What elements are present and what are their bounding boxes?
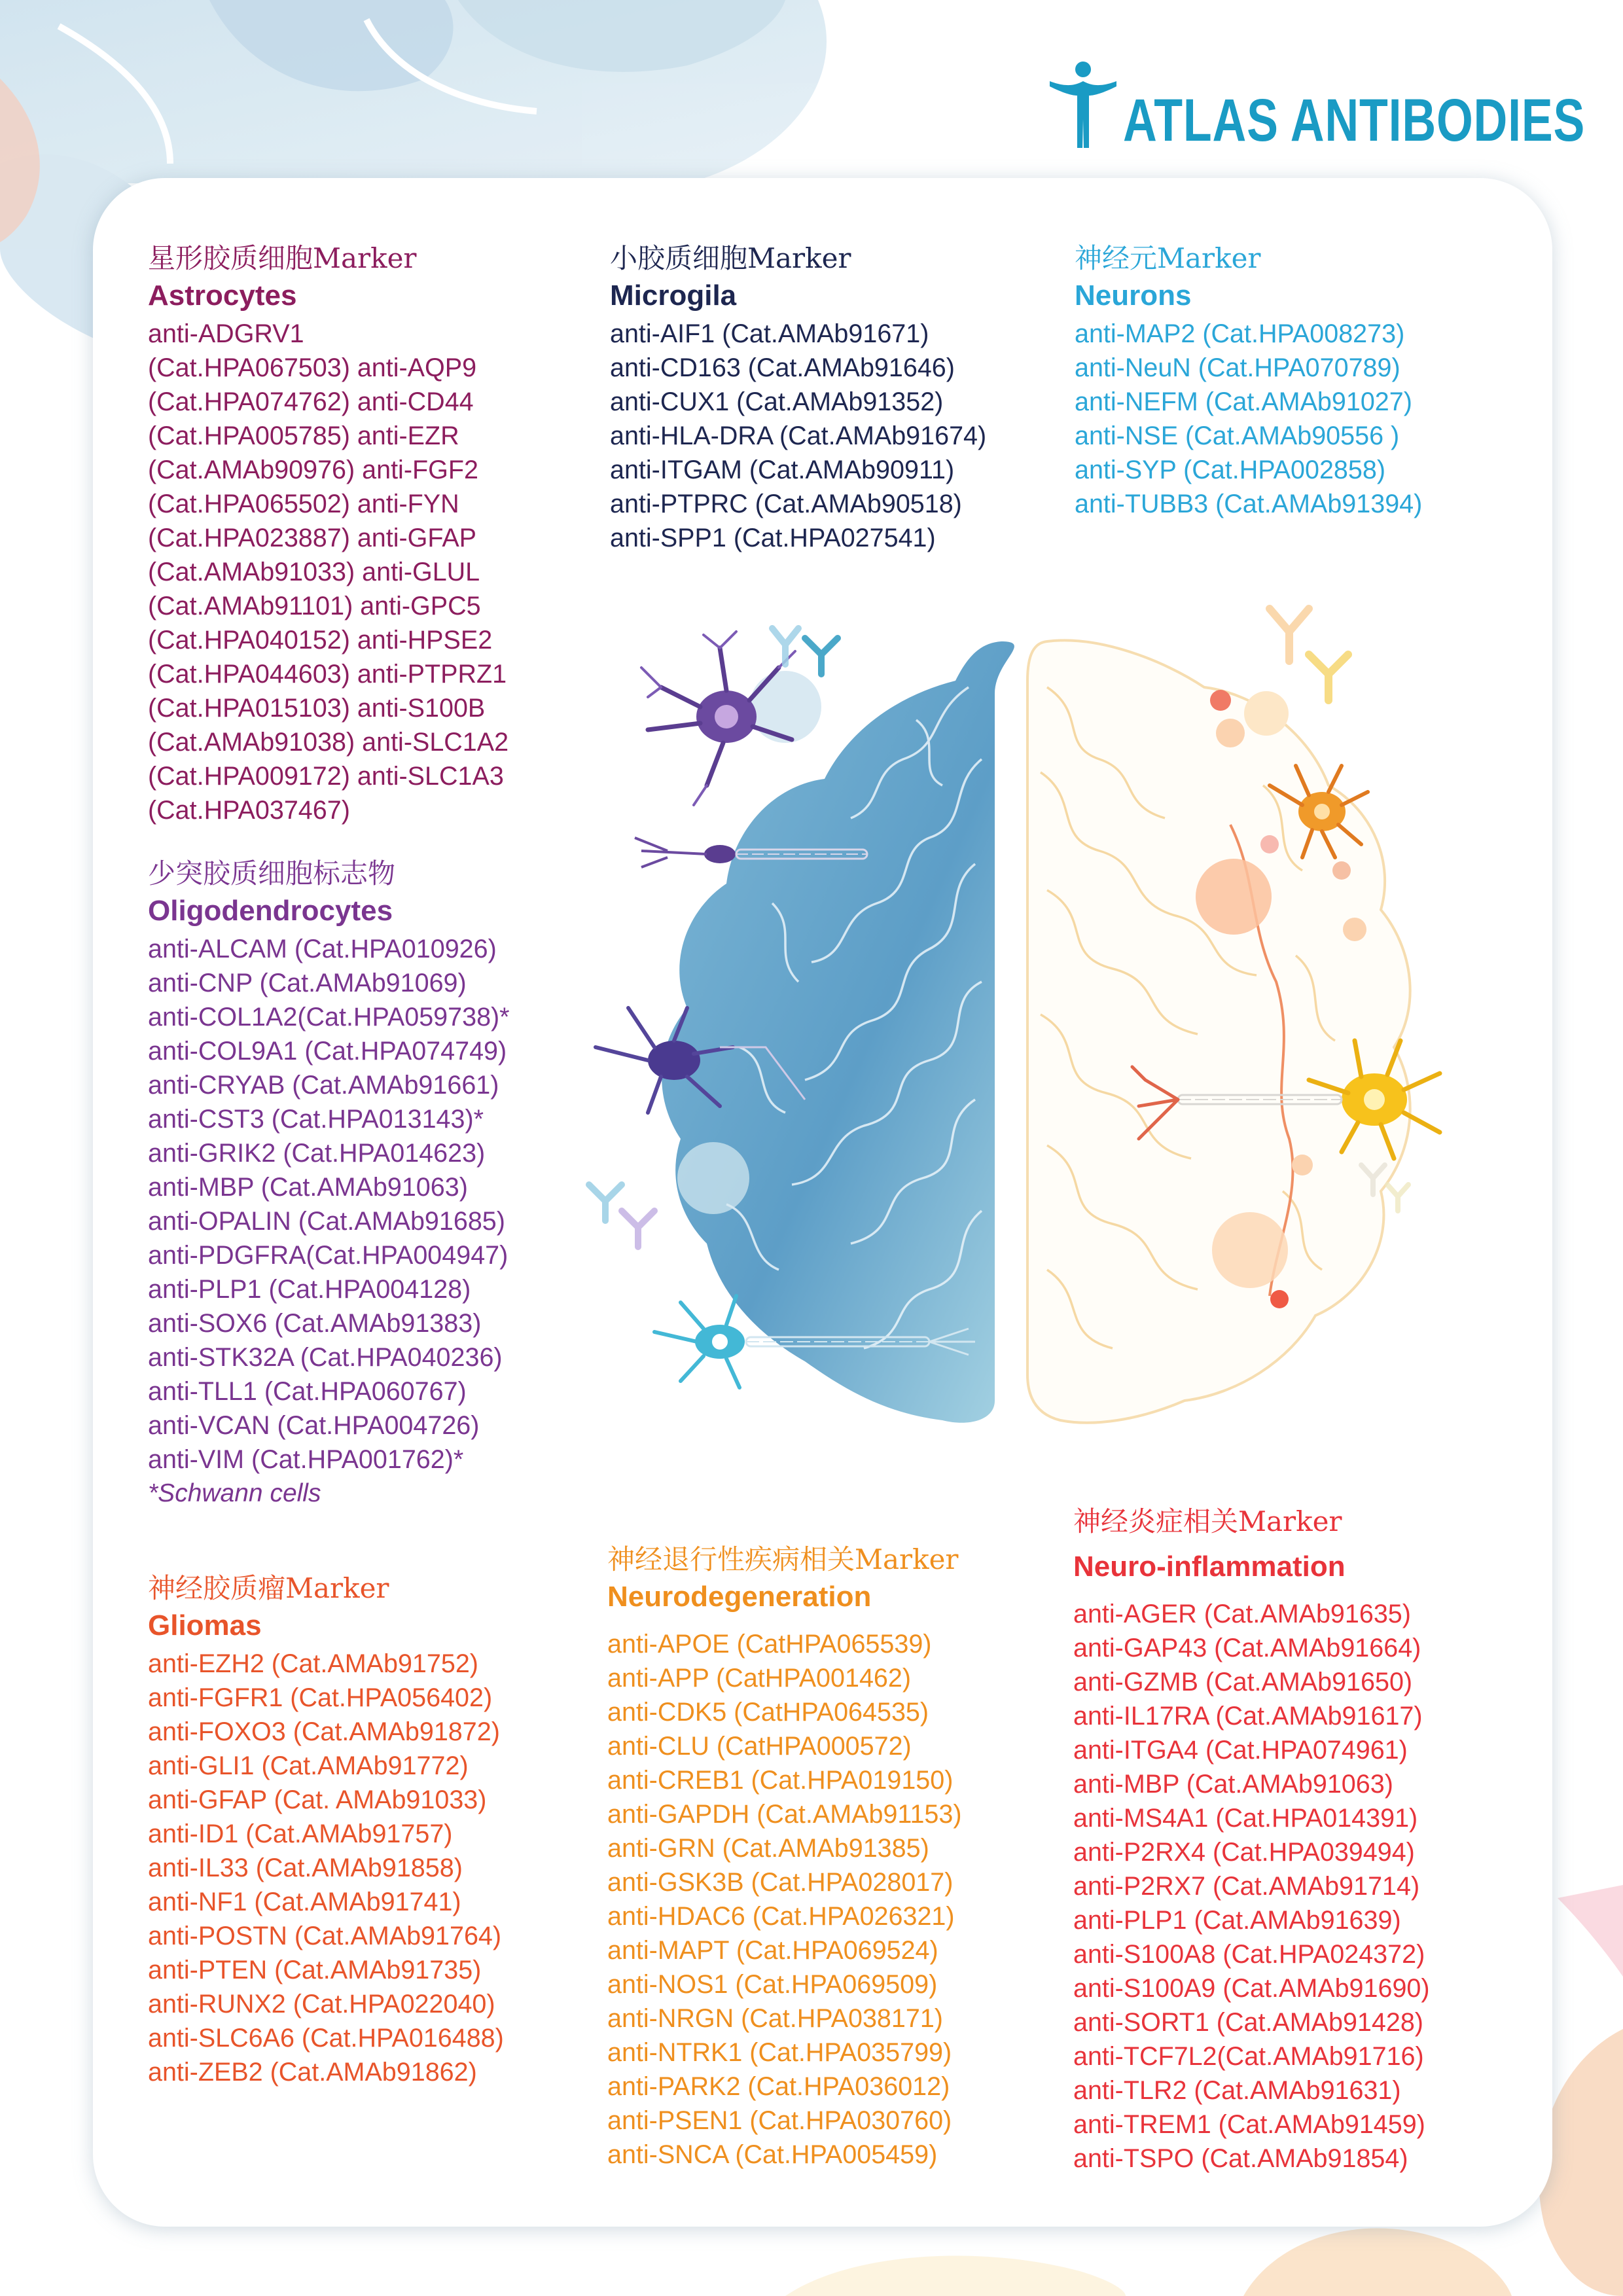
antibody-item: anti-TCF7L2(Cat.AMAb91716) xyxy=(1073,2042,1424,2071)
decor-circle xyxy=(1260,835,1279,853)
section-title-zh: 神经胶质瘤Marker xyxy=(148,1572,389,1604)
antibody-item: anti-CDK5 (CatHPA064535) xyxy=(607,1698,929,1727)
section-gliomas xyxy=(148,1570,504,2089)
antibody-item: anti-EZH2 (Cat.AMAb91752) xyxy=(148,1649,478,1678)
antibody-item: (Cat.HPA067503) anti-AQP9 xyxy=(148,353,477,382)
antibody-item: anti-TREM1 (Cat.AMAb91459) xyxy=(1073,2110,1425,2139)
antibody-item: anti-IL17RA (Cat.AMAb91617) xyxy=(1073,1702,1423,1731)
antibody-item: anti-SORT1 (Cat.AMAb91428) xyxy=(1073,2008,1423,2037)
antibody-item: (Cat.AMAb90976) anti-FGF2 xyxy=(148,456,478,484)
section-title-en: Neuro-inflammation xyxy=(1073,1551,1346,1583)
decor-circle xyxy=(1244,691,1289,736)
antibody-item: anti-FGFR1 (Cat.HPA056402) xyxy=(148,1683,493,1712)
antibody-item: anti-HLA-DRA (Cat.AMAb91674) xyxy=(610,422,987,450)
brand-name: ATLAS ANTIBODIES xyxy=(1123,87,1586,154)
right-brain-outline xyxy=(1027,640,1410,1422)
antibody-list xyxy=(148,1647,504,2089)
antibody-item: (Cat.HPA005785) anti-EZR xyxy=(148,422,459,450)
antibody-item: anti-COL1A2(Cat.HPA059738)* xyxy=(148,1003,510,1031)
antibody-item: anti-AGER (Cat.AMAb91635) xyxy=(1073,1600,1411,1628)
antibody-item: anti-VCAN (Cat.HPA004726) xyxy=(148,1411,480,1440)
antibody-item: anti-TUBB3 (Cat.AMAb91394) xyxy=(1075,490,1423,518)
section-title-en: Gliomas xyxy=(148,1609,262,1641)
antibody-item: anti-CLU (CatHPA000572) xyxy=(607,1732,912,1761)
antibody-item: anti-VIM (Cat.HPA001762)* xyxy=(148,1445,464,1474)
antibody-list xyxy=(1073,1597,1430,2176)
antibody-item: anti-PDGFRA(Cat.HPA004947) xyxy=(148,1241,508,1270)
antibody-item: anti-PLP1 (Cat.HPA004128) xyxy=(148,1275,471,1304)
antibody-item: (Cat.HPA040152) anti-HPSE2 xyxy=(148,626,493,655)
antibody-item: anti-MS4A1 (Cat.HPA014391) xyxy=(1073,1804,1418,1833)
antibody-item: anti-RUNX2 (Cat.HPA022040) xyxy=(148,1990,495,2018)
person-logo-icon xyxy=(1047,59,1119,151)
antibody-item: anti-TLR2 (Cat.AMAb91631) xyxy=(1073,2076,1401,2105)
antibody-item: anti-HDAC6 (Cat.HPA026321) xyxy=(607,1902,955,1931)
antibody-item: anti-MAPT (Cat.HPA069524) xyxy=(607,1936,938,1965)
antibody-item: anti-APP (CatHPA001462) xyxy=(607,1664,912,1693)
section-title-zh: 神经炎症相关Marker xyxy=(1073,1505,1342,1537)
decor-circle xyxy=(749,671,821,743)
section-title-zh: 神经元Marker xyxy=(1075,242,1261,274)
antibody-item: anti-GSK3B (Cat.HPA028017) xyxy=(607,1868,954,1897)
antibody-item: (Cat.AMAb91033) anti-GLUL xyxy=(148,558,480,586)
section-title-zh: 星形胶质细胞Marker xyxy=(148,242,417,274)
section-astrocytes xyxy=(148,240,508,827)
antibody-item: anti-AIF1 (Cat.AMAb91671) xyxy=(610,319,929,348)
antibody-item: anti-MAP2 (Cat.HPA008273) xyxy=(1075,319,1405,348)
antibody-item: (Cat.HPA074762) anti-CD44 xyxy=(148,387,474,416)
antibody-item: anti-SOX6 (Cat.AMAb91383) xyxy=(148,1309,482,1338)
antibody-item: anti-STK32A (Cat.HPA040236) xyxy=(148,1343,503,1372)
section-neurons xyxy=(1075,240,1422,521)
footnote: *Schwann cells xyxy=(148,1479,321,1507)
antibody-item: anti-MBP (Cat.AMAb91063) xyxy=(148,1173,468,1202)
decor-circle xyxy=(1292,1155,1313,1175)
antibody-item: (Cat.HPA037467) xyxy=(148,796,350,825)
antibody-list xyxy=(610,317,986,555)
antibody-item: anti-GZMB (Cat.AMAb91650) xyxy=(1073,1668,1413,1696)
antibody-item: anti-PSEN1 (Cat.HPA030760) xyxy=(607,2106,952,2135)
antibody-item: anti-GRIK2 (Cat.HPA014623) xyxy=(148,1139,486,1168)
antibody-list xyxy=(607,1627,962,2172)
antibody-item: anti-ADGRV1 xyxy=(148,319,304,348)
decor-circle xyxy=(1332,861,1351,880)
antibody-item: anti-COL9A1 (Cat.HPA074749) xyxy=(148,1037,507,1066)
section-oligodendrocytes xyxy=(148,855,510,1511)
antibody-item: anti-NTRK1 (Cat.HPA035799) xyxy=(607,2038,952,2067)
antibody-item: anti-POSTN (Cat.AMAb91764) xyxy=(148,1922,502,1950)
antibody-item: anti-ZEB2 (Cat.AMAb91862) xyxy=(148,2058,477,2087)
brain-illustration xyxy=(576,589,1466,1446)
antibody-item: anti-GFAP (Cat. AMAb91033) xyxy=(148,1785,487,1814)
antibody-item: anti-CREB1 (Cat.HPA019150) xyxy=(607,1766,954,1795)
antibody-item: anti-GAPDH (Cat.AMAb91153) xyxy=(607,1800,962,1829)
antibody-item: anti-CUX1 (Cat.AMAb91352) xyxy=(610,387,944,416)
antibody-item: anti-GLI1 (Cat.AMAb91772) xyxy=(148,1751,469,1780)
antibody-item: anti-FOXO3 (Cat.AMAb91872) xyxy=(148,1717,500,1746)
antibody-item: anti-NOS1 (Cat.HPA069509) xyxy=(607,1970,938,1999)
antibody-item: anti-ALCAM (Cat.HPA010926) xyxy=(148,935,497,963)
antibody-item: anti-CD163 (Cat.AMAb91646) xyxy=(610,353,955,382)
section-neurodegeneration xyxy=(607,1541,962,2172)
antibody-item: anti-APOE (CatHPA065539) xyxy=(607,1630,932,1659)
antibody-item: anti-IL33 (Cat.AMAb91858) xyxy=(148,1854,463,1882)
antibody-item: anti-NeuN (Cat.HPA070789) xyxy=(1075,353,1400,382)
decor-circle xyxy=(1196,859,1272,935)
antibody-item: anti-CST3 (Cat.HPA013143)* xyxy=(148,1105,484,1134)
antibody-item: anti-ID1 (Cat.AMAb91757) xyxy=(148,1820,453,1848)
antibody-item: anti-ITGA4 (Cat.HPA074961) xyxy=(1073,1736,1408,1765)
antibody-item: anti-PLP1 (Cat.AMAb91639) xyxy=(1073,1906,1401,1935)
antibody-item: anti-SNCA (Cat.HPA005459) xyxy=(607,2140,938,2169)
antibody-item: (Cat.HPA065502) anti-FYN xyxy=(148,490,459,518)
brand-logo xyxy=(1047,52,1623,154)
section-title-zh: 少突胶质细胞标志物 xyxy=(148,857,396,889)
antibody-list xyxy=(148,317,508,827)
left-brain-hemisphere xyxy=(662,641,1014,1423)
section-title-en: Astrocytes xyxy=(148,279,297,312)
antibody-item: (Cat.AMAb91101) anti-GPC5 xyxy=(148,592,481,620)
antibody-item: anti-PTPRC (Cat.AMAb90518) xyxy=(610,490,962,518)
section-neuroinflammation xyxy=(1073,1503,1430,2176)
decor-circle xyxy=(1270,1290,1289,1308)
antibody-item: (Cat.AMAb91038) anti-SLC1A2 xyxy=(148,728,509,757)
antibody-item: anti-MBP (Cat.AMAb91063) xyxy=(1073,1770,1393,1799)
decor-circle xyxy=(1216,719,1245,747)
antibody-item: anti-NF1 (Cat.AMAb91741) xyxy=(148,1888,461,1916)
decor-circle xyxy=(1212,1212,1288,1288)
antibody-item: anti-S100A9 (Cat.AMAb91690) xyxy=(1073,1974,1430,2003)
section-title-zh: 小胶质细胞Marker xyxy=(610,242,851,274)
section-title-zh: 神经退行性疾病相关Marker xyxy=(607,1543,959,1575)
decor-circle xyxy=(1210,690,1231,711)
antibody-item: anti-SLC6A6 (Cat.HPA016488) xyxy=(148,2024,504,2053)
antibody-item: anti-SYP (Cat.HPA002858) xyxy=(1075,456,1385,484)
antibody-item: (Cat.HPA009172) anti-SLC1A3 xyxy=(148,762,504,791)
antibody-item: anti-CNP (Cat.AMAb91069) xyxy=(148,969,467,997)
antibody-item: anti-PTEN (Cat.AMAb91735) xyxy=(148,1956,482,1984)
section-microglia xyxy=(610,240,986,555)
antibody-item: anti-P2RX4 (Cat.HPA039494) xyxy=(1073,1838,1415,1867)
decor-circle xyxy=(1343,918,1366,941)
antibody-list xyxy=(1075,317,1422,521)
antibody-item: anti-SPP1 (Cat.HPA027541) xyxy=(610,524,936,552)
antibody-item: anti-GRN (Cat.AMAb91385) xyxy=(607,1834,929,1863)
antibody-item: anti-ITGAM (Cat.AMAb90911) xyxy=(610,456,955,484)
section-title-en: Neurodegeneration xyxy=(607,1581,872,1613)
antibody-item: (Cat.HPA044603) anti-PTPRZ1 xyxy=(148,660,507,689)
antibody-item: anti-CRYAB (Cat.AMAb91661) xyxy=(148,1071,499,1100)
antibody-item: anti-TSPO (Cat.AMAb91854) xyxy=(1073,2144,1408,2173)
section-title-en: Neurons xyxy=(1075,279,1192,312)
antibody-item: anti-PARK2 (Cat.HPA036012) xyxy=(607,2072,950,2101)
antibody-item: anti-S100A8 (Cat.HPA024372) xyxy=(1073,1940,1425,1969)
antibody-item: anti-TLL1 (Cat.HPA060767) xyxy=(148,1377,467,1406)
antibody-list xyxy=(148,932,510,1477)
decor-circle xyxy=(677,1142,749,1214)
antibody-item: anti-GAP43 (Cat.AMAb91664) xyxy=(1073,1634,1421,1662)
antibody-item: anti-NEFM (Cat.AMAb91027) xyxy=(1075,387,1412,416)
section-title-en: Microgila xyxy=(610,279,737,312)
section-title-en: Oligodendrocytes xyxy=(148,895,393,927)
antibody-item: (Cat.HPA015103) anti-S100B xyxy=(148,694,486,723)
antibody-item: anti-OPALIN (Cat.AMAb91685) xyxy=(148,1207,505,1236)
antibody-item: anti-NRGN (Cat.HPA038171) xyxy=(607,2004,943,2033)
antibody-item: anti-NSE (Cat.AMAb90556 ) xyxy=(1075,422,1400,450)
antibody-item: anti-P2RX7 (Cat.AMAb91714) xyxy=(1073,1872,1420,1901)
antibody-item: (Cat.HPA023887) anti-GFAP xyxy=(148,524,477,552)
